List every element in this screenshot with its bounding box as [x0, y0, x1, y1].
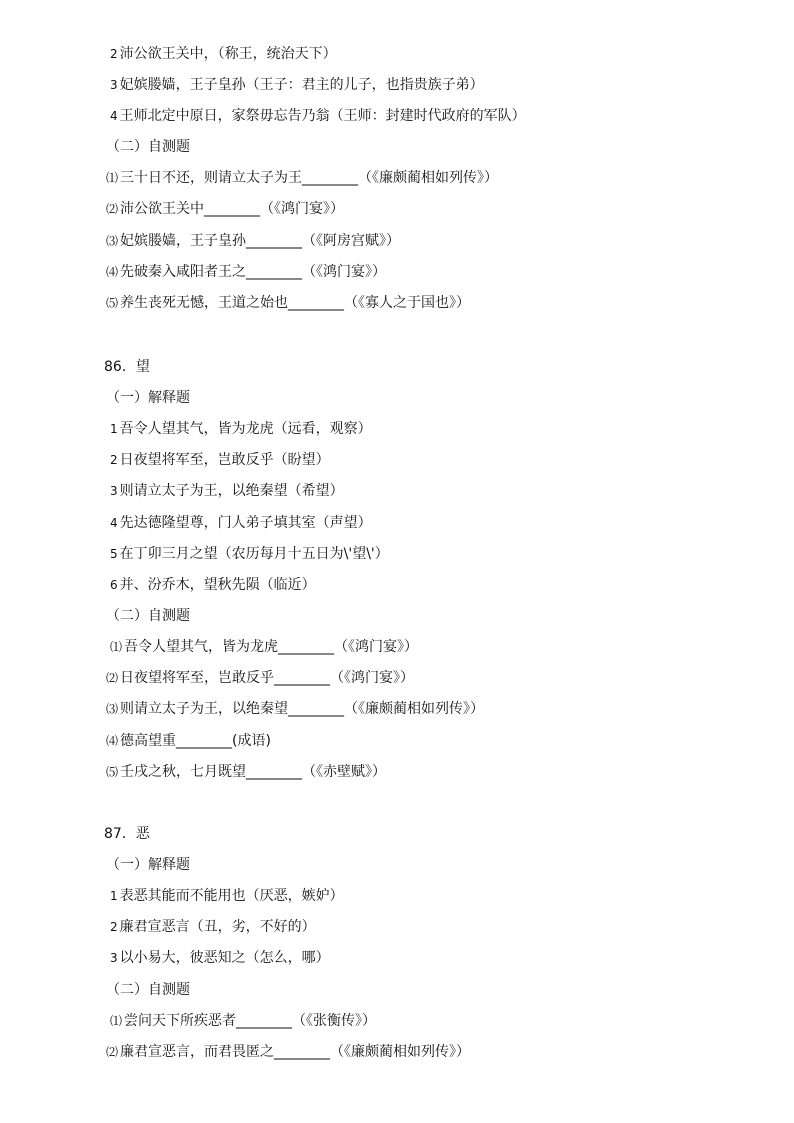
item-text: 廉君宣恶言（丑，劣，不好的）	[119, 919, 316, 935]
item-text: 先破秦入咸阳者王之________（《鸿门宴》）	[120, 264, 387, 280]
test-item	[110, 1012, 376, 1030]
item-text: 沛公欲王关中，（称王，统治天下）	[119, 46, 337, 62]
explain-item	[110, 576, 316, 594]
item-number: ⑶	[106, 234, 119, 248]
test-heading: （二）自测题	[106, 982, 190, 998]
explain-item	[110, 107, 526, 125]
item-number: ⑸	[106, 296, 119, 310]
item-number: ⑵	[106, 671, 119, 685]
item-text: 在丁卯三月之望（农历每月十五日为\'望\'）	[119, 546, 389, 562]
explain-item	[110, 545, 389, 563]
explain-item	[110, 514, 372, 532]
item-text: 妃嫔媵嫱，王子皇孙________（《阿房宫赋》）	[120, 233, 401, 249]
section-title: 86．望	[104, 359, 150, 375]
test-item	[106, 232, 400, 250]
explain-heading: （一）解释题	[106, 857, 190, 873]
item-text: 则请立太子为王，以绝秦望________（《廉颇蔺相如列传》）	[120, 701, 485, 717]
item-number: ⑷	[106, 265, 119, 279]
item-text: 日夜望将军至，岂敢反乎（盼望）	[119, 452, 330, 468]
item-number: ⑴	[110, 640, 123, 654]
item-text: 尝问天下所疾恶者________（《张衡传》）	[124, 1013, 377, 1029]
item-text: 并、汾乔木，望秋先陨（临近）	[119, 577, 316, 593]
item-number: 2	[110, 47, 118, 61]
item-number: ⑶	[106, 702, 119, 716]
test-item	[106, 700, 484, 718]
item-text: 沛公欲王关中________（《鸿门宴》）	[120, 201, 345, 217]
item-number: 3	[110, 78, 118, 92]
item-number: 2	[110, 453, 118, 467]
item-number: 6	[110, 578, 118, 592]
item-number: ⑸	[106, 765, 119, 779]
item-number: ⑵	[106, 1045, 119, 1059]
item-text: 壬戌之秋，七月既望________（《赤壁赋》）	[120, 764, 387, 780]
test-item	[106, 263, 386, 281]
test-item	[106, 669, 414, 687]
test-item	[106, 1043, 470, 1061]
explain-heading: （一）解释题	[106, 390, 190, 406]
item-text: 三十日不还，则请立太子为王________（《廉颇蔺相如列传》）	[120, 170, 499, 186]
test-heading: （二）自测题	[106, 139, 190, 155]
item-text: 养生丧死无憾，王道之始也________（《寡人之于国也》）	[120, 295, 471, 311]
item-number: 5	[110, 547, 118, 561]
test-item	[106, 732, 271, 750]
item-text: 吾令人望其气，皆为龙虎________（《鸿门宴》）	[124, 639, 419, 655]
explain-item	[110, 420, 372, 438]
item-text: 德高望重________(成语)	[120, 733, 271, 749]
explain-item	[110, 918, 316, 936]
item-text: 廉君宣恶言，而君畏匿之________（《廉颇蔺相如列传》）	[120, 1044, 471, 1060]
item-number: ⑴	[106, 171, 119, 185]
section-title: 87．恶	[104, 826, 150, 842]
item-number: 4	[110, 109, 118, 123]
item-number: 3	[110, 484, 118, 498]
item-number: ⑷	[106, 734, 119, 748]
explain-item	[110, 76, 484, 94]
item-text: 以小易大，彼恶知之（怎么，哪）	[119, 950, 330, 966]
item-number: ⑵	[106, 202, 119, 216]
test-item	[110, 638, 418, 656]
test-item	[106, 763, 386, 781]
test-item	[106, 294, 470, 312]
item-number: 1	[110, 422, 118, 436]
explain-item	[110, 482, 344, 500]
item-text: 妃嫔媵嫱，王子皇孙（王子：君主的儿子，也指贵族子弟）	[119, 77, 484, 93]
explain-item	[110, 451, 330, 469]
explain-item	[110, 949, 330, 967]
explain-item	[110, 887, 344, 905]
test-item	[106, 200, 344, 218]
item-text: 王师北定中原日，家祭毋忘告乃翁（王师：封建时代政府的军队）	[119, 108, 526, 124]
test-item	[106, 169, 498, 187]
item-number: 2	[110, 920, 118, 934]
item-number: 1	[110, 889, 118, 903]
item-number: ⑴	[110, 1014, 123, 1028]
item-number: 3	[110, 951, 118, 965]
item-text: 吾令人望其气，皆为龙虎（远看，观察）	[119, 421, 372, 437]
test-heading: （二）自测题	[106, 608, 190, 624]
item-number: 4	[110, 516, 118, 530]
item-text: 日夜望将军至，岂敢反乎________（《鸿门宴》）	[120, 670, 415, 686]
item-text: 先达德隆望尊，门人弟子填其室（声望）	[119, 515, 372, 531]
item-text: 表恶其能而不能用也（厌恶，嫉妒）	[119, 888, 344, 904]
item-text: 则请立太子为王，以绝秦望（希望）	[119, 483, 344, 499]
explain-item	[110, 45, 337, 63]
